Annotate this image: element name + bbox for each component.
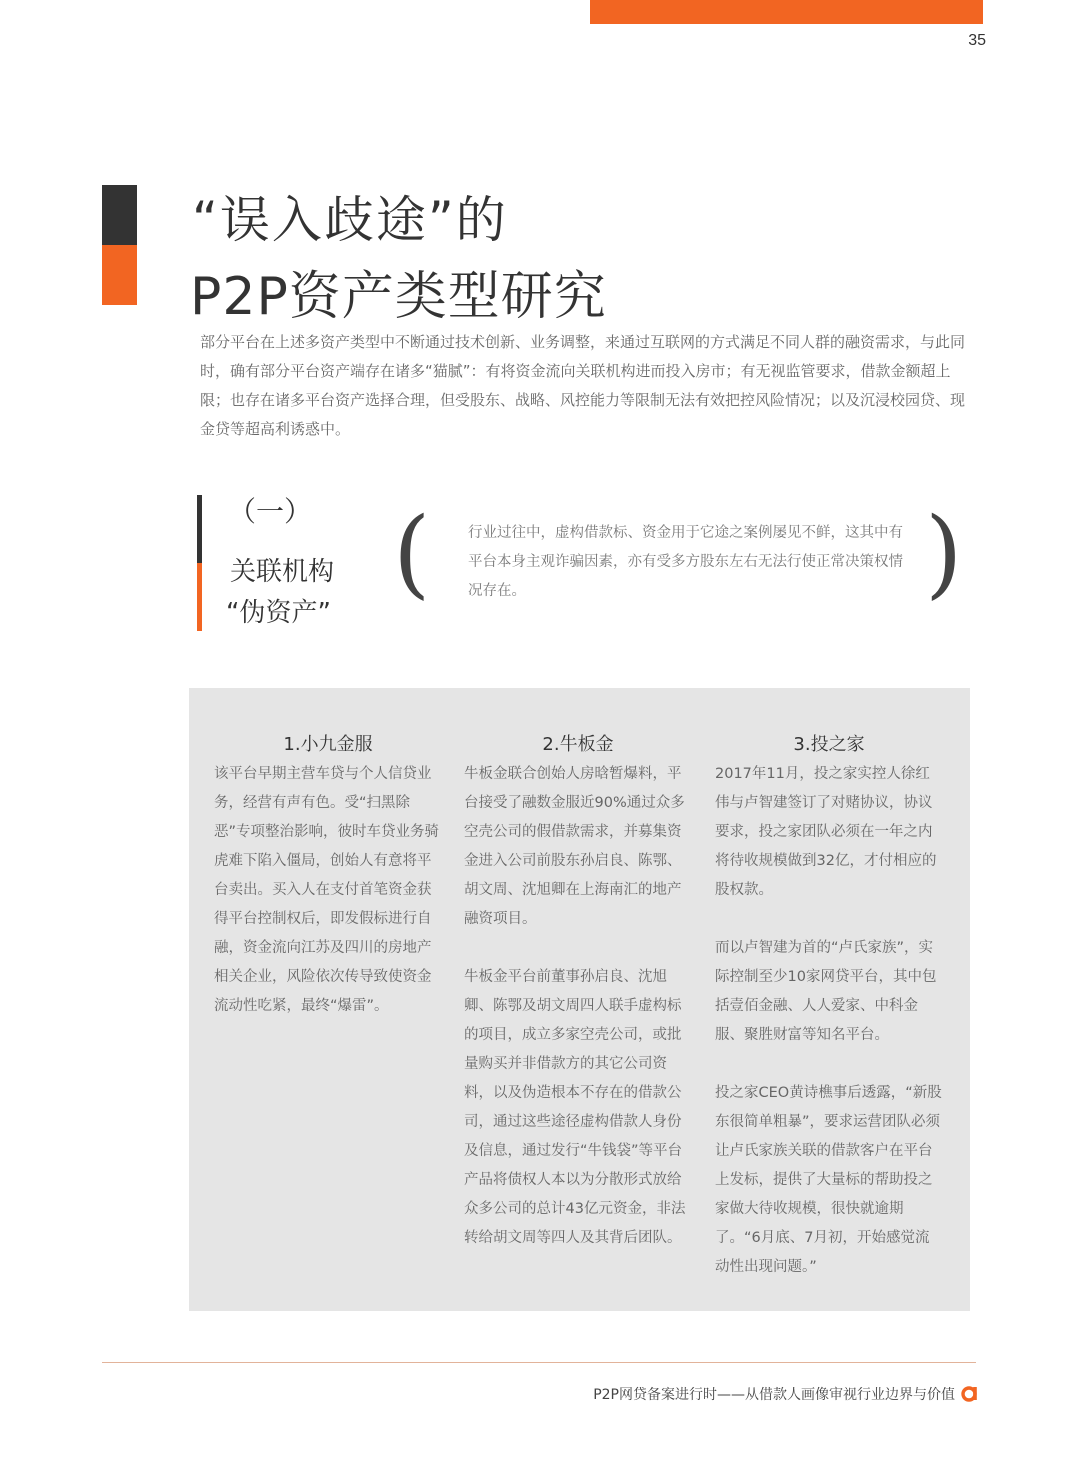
case-paragraph: 而以卢智建为首的“卢氏家族”，实际控制至少10家网贷平台，其中包括壹佰金融、人人爱家、中科金服、聚胜财富等知名平台。 — [715, 940, 937, 1043]
section-marker-dark — [197, 495, 202, 563]
title-marker-dark — [102, 185, 137, 245]
title-marker-orange — [102, 245, 137, 305]
case-column-3 — [715, 730, 943, 1311]
case-paragraph: 牛板金平台前董事孙启良、沈旭卿、陈鄂及胡文周四人联手虚构标的项目，成立多家空壳公司，或批量购买并非借款方的其它公司资料，以及伪造根本不存在的借款公司，通过这些途径虚构借款人身份及信息，通过发行“牛钱袋”等平台产品将债权人本以为分散形式放给众多公司的总计43亿元资金，非法转给胡文周等四人及其背后团队。 — [464, 969, 686, 1246]
case-title: 3.投之家 — [793, 734, 865, 755]
right-parenthesis: ) — [925, 497, 963, 609]
footer-text: P2P网贷备案进行时——从借款人画像审视行业边界与价值 — [593, 1387, 955, 1403]
case-paragraph: 牛板金联合创始人房晗暂爆料，平台接受了融数金服近90%通过众多空壳公司的假借款需求，并募集资金进入公司前股东孙启良、陈鄂、胡文周、沈旭卿在上海南汇的地产融资项目。 — [464, 766, 685, 927]
case-column-1 — [214, 730, 442, 1050]
case-body — [214, 760, 442, 1021]
section-description: 行业过往中，虚构借款标、资金用于它途之案例屡见不鲜，这其中有平台本身主观诈骗因素，亦有受多方股东左右无法行使正常决策权情况存在。 — [468, 525, 903, 599]
page-number: 35 — [968, 32, 986, 49]
section-title-line1: 关联机构 — [230, 557, 335, 587]
footer-divider — [102, 1362, 976, 1363]
section-marker-orange — [197, 563, 202, 631]
top-accent-bar — [590, 0, 983, 24]
section-number: （一） — [228, 495, 313, 528]
intro-paragraph: 部分平台在上述多资产类型中不断通过技术创新、业务调整，来通过互联网的方式满足不同人群的融资需求，与此同时，确有部分平台资产端存在诸多“猫腻”：有将资金流向关联机构进而投入房市；有无视监管要求，借款金额超上限；也存在诸多平台资产选择合理，但受股东、战略、风控能力等限制无法有效把控风险情况；以及沉浸校园贷、现金贷等超高利诱惑中。 — [200, 333, 966, 438]
section-title-line2: “伪资产” — [226, 598, 331, 628]
left-parenthesis: ( — [393, 497, 431, 609]
case-title: 1.小九金服 — [283, 734, 373, 755]
case-body — [464, 760, 692, 1253]
case-paragraph: 该平台早期主营车贷与个人信贷业务，经营有声有色。受“扫黑除恶”专项整治影响，彼时车贷业务骑虎难下陷入僵局，创始人有意将平台卖出。买入人在支付首笔资金获得平台控制权后，即发假标进行自融，资金流向江苏及四川的房地产相关企业，风险依次传导致使资金流动性吃紧，最终“爆雷”。 — [214, 766, 440, 1014]
case-body — [715, 760, 943, 1282]
brand-logo-icon — [960, 1383, 980, 1403]
page-title-line1: “误入歧途”的 — [192, 191, 508, 249]
case-paragraph: 2017年11月，投之家实控人徐红伟与卢智建签订了对赌协议，协议要求，投之家团队必须在一年之内将待收规模做到32亿，才付相应的股权款。 — [715, 766, 937, 898]
case-column-2 — [464, 730, 692, 1282]
case-paragraph: 投之家CEO黄诗樵事后透露，“新股东很简单粗暴”，要求运营团队必须让卢氏家族关联的借款客户在平台上发标，提供了大量标的帮助投之家做大待收规模，很快就逾期了。“6月底、7月初，开始感觉流动性出现问题。” — [715, 1085, 942, 1275]
page-title-line2: P2P资产类型研究 — [190, 267, 607, 327]
case-title: 2.牛板金 — [542, 734, 614, 755]
